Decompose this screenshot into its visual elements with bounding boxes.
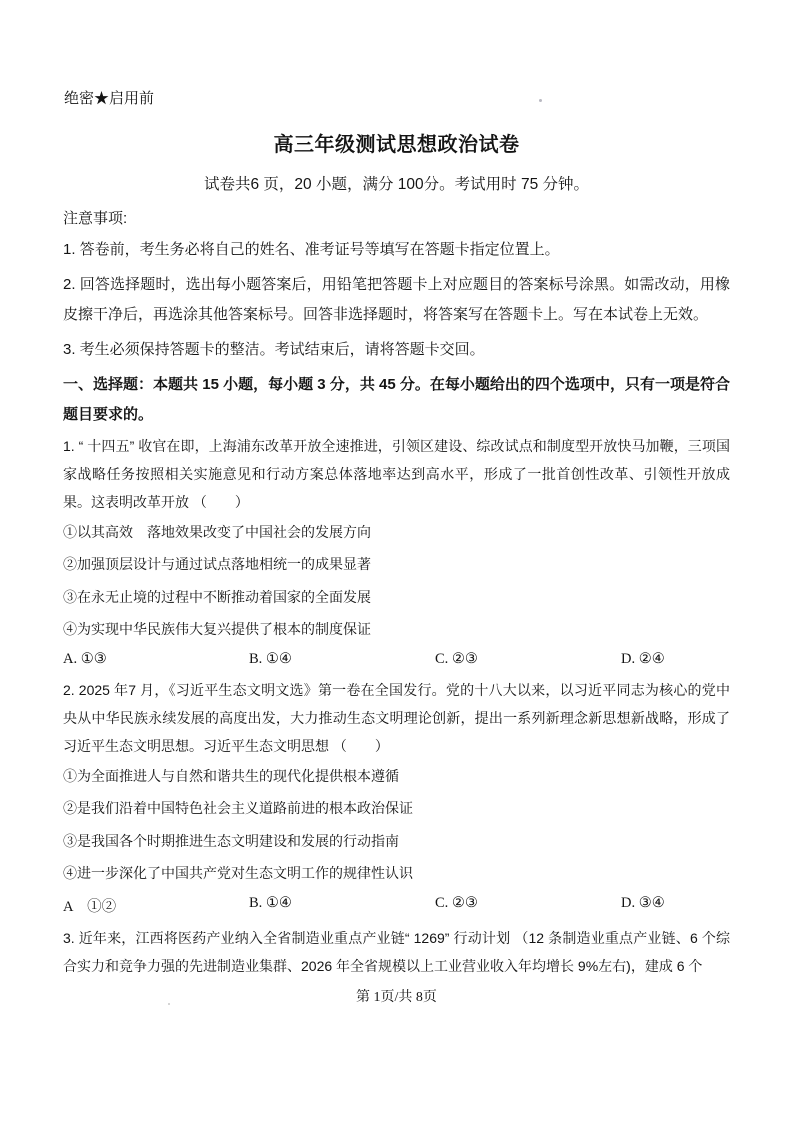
note-item-3: 3. 考生必须保持答题卡的整洁。考试结束后，请将答题卡交回。 — [63, 341, 485, 358]
question-1-option-1: ①以其高效 落地效果改变了中国社会的发展方向 — [63, 524, 371, 540]
exam-meta-line: 试卷共6 页，20 小题，满分 100分。考试用时 75 分钟。 — [204, 176, 589, 193]
question-2-option-1: ①为全面推进人与自然和谐共生的现代化提供根本遵循 — [63, 768, 399, 785]
page-title: 高三年级测试思想政治试卷 — [273, 134, 520, 156]
question-1-choice-b: B. ①④ — [249, 651, 292, 668]
secrecy-label: 绝密★启用前 — [64, 90, 155, 107]
section-one-heading: 一、选择题：本题共 15 小题，每小题 3 分，共 45 分。在每小题给出的四个选项中，只有一项是符合题目要求的。 — [63, 376, 730, 423]
question-1 — [63, 432, 730, 668]
note-item-1: 1. 答卷前，考生务必将自己的姓名、准考证号等填写在答题卡指定位置上。 — [63, 241, 560, 258]
question-2-choice-d: D. ③④ — [621, 895, 665, 912]
question-1-option-3: ③在永无止境的过程中不断推动着国家的全面发展 — [63, 588, 371, 605]
question-2 — [63, 676, 730, 916]
question-2-stem: 2. 2025 年7 月，《习近平生态文明文选》第一卷在全国发行。党的十八大以来，以习近平同志为核心的党中央从中华民族永续发展的高度出发，大力推动生态文明理论创新，提出一系列新理念新思想新战略，形成了习近平生态文明思想。习近平生态文明思想 （ ） — [63, 682, 730, 755]
page-number: 第 1页/共 8页 — [356, 990, 437, 1006]
question-3 — [63, 924, 730, 980]
question-1-choice-a: A. ①③ — [63, 651, 107, 668]
question-1-choice-row — [63, 651, 730, 668]
question-2-choice-row — [63, 895, 730, 916]
question-1-stem: 1. “ 十四五” 收官在即，上海浦东改革开放全速推进，引领区建设、综改试点和制度型开放快马加鞭，三项国家战略任务按照相关实施意见和行动方案总体落地率达到高水平，形成了一批首创性改革、引领性开放成果。这表明改革开放 （ ） — [63, 438, 730, 510]
question-1-choice-c: C. ②③ — [435, 651, 478, 668]
note-item-2: 2. 回答选择题时，选出每小题答案后，用铅笔把答题卡上对应题目的答案标号涂黑。如需改动，用橡皮擦干净后，再选涂其他答案标号。回答非选择题时，将答案写在答题卡上。写在本试卷上无效。 — [63, 276, 730, 323]
exam-sheet — [63, 90, 730, 1006]
question-1-option-2: ②加强顶层设计与通过试点落地相统一的成果显著 — [63, 556, 371, 573]
question-3-stem: 3. 近年来，江西将医药产业纳入全省制造业重点产业链“ 1269” 行动计划 （12 条制造业重点产业链、6 个综合实力和竞争力强的先进制造业集群、2026 年全省规模以上工业营业收入年均增长 9%左右)，建成 6 个 — [63, 930, 730, 975]
question-2-choice-b: B. ①④ — [249, 895, 292, 912]
question-1-choice-d: D. ②④ — [621, 651, 665, 668]
question-2-option-2: ②是我们沿着中国特色社会主义道路前进的根本政治保证 — [63, 800, 413, 817]
question-2-option-4: ④进一步深化了中国共产党对生态文明工作的规律性认识 — [63, 865, 413, 882]
notes-heading: 注意事项: — [63, 210, 128, 227]
question-2-option-3: ③是我国各个时期推进生态文明建设和发展的行动指南 — [63, 832, 399, 849]
question-2-choice-a: A ①② — [63, 899, 117, 916]
question-2-choice-c: C. ②③ — [435, 895, 478, 912]
question-1-option-4: ④为实现中华民族伟大复兴提供了根本的制度保证 — [63, 620, 371, 637]
